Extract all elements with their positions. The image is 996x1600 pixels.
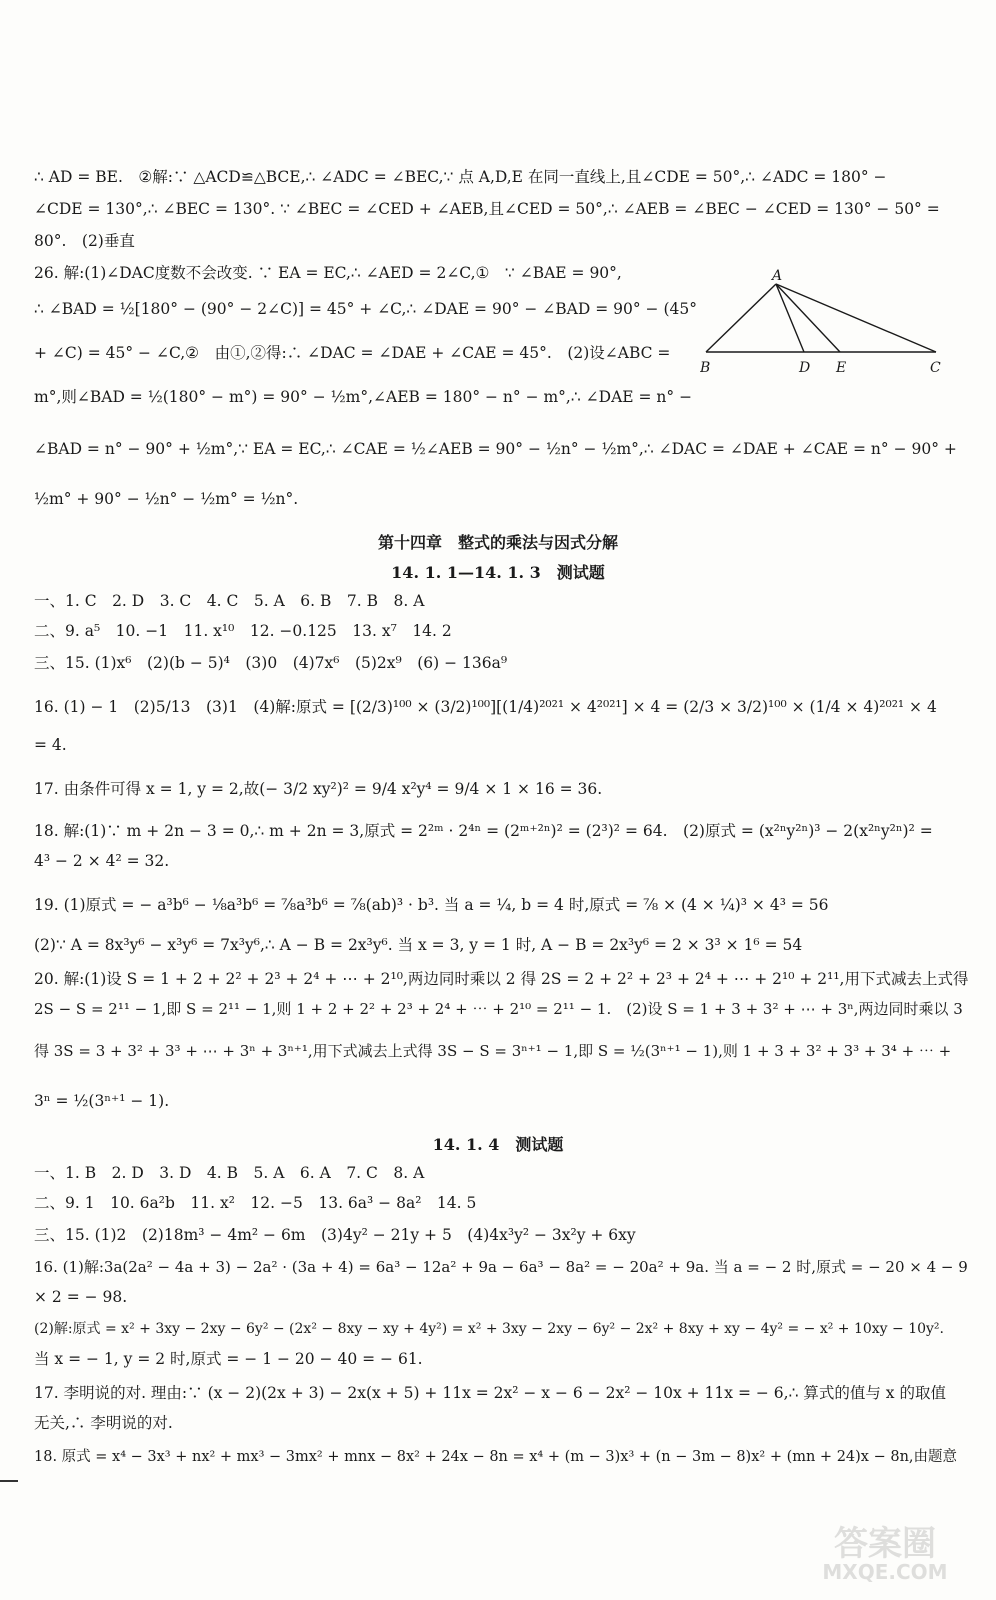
text-line: 当 x = − 1, y = 2 时,原式 = − 1 − 20 − 40 = − 61. bbox=[34, 1350, 423, 1368]
text-line: ∠BAD = n° − 90° + ½m°,∵ EA = EC,∴ ∠CAE = ½∠AEB = 90° − ½n° − ½m°,∴ ∠DAC = ∠DAE + ∠CAE = n° − 90° + bbox=[34, 440, 957, 458]
text-line: 17. 由条件可得 x = 1, y = 2,故(− 3/2 xy²)² = 9/4 x²y⁴ = 9/4 × 1 × 16 = 36. bbox=[34, 780, 603, 798]
text-line: ½m° + 90° − ½n° − ½m° = ½n°. bbox=[34, 490, 299, 508]
margin-mark bbox=[0, 1480, 18, 1482]
triangle-diagram bbox=[700, 268, 960, 388]
text-line: ∴ ∠BAD = ½[180° − (90° − 2∠C)] = 45° + ∠C,∴ ∠DAE = 90° − ∠BAD = 90° − (45° bbox=[34, 300, 697, 318]
watermark-url: MXQE.COM bbox=[822, 1560, 948, 1584]
watermark-title: 答案圈 bbox=[834, 1524, 936, 1564]
text-line: 26. 解:(1)∠DAC度数不会改变. ∵ EA = EC,∴ ∠AED = 2∠C,① ∵ ∠BAE = 90°, bbox=[34, 264, 622, 282]
text-line: 无关,∴ 李明说的对. bbox=[34, 1414, 173, 1432]
text-line: = 4. bbox=[34, 736, 67, 754]
text-line: ∠CDE = 130°,∴ ∠BEC = 130°. ∵ ∠BEC = ∠CED + ∠AEB,且∠CED = 50°,∴ ∠AEB = ∠BEC − ∠CED = 130° − 50° = bbox=[34, 200, 940, 218]
text-line: 17. 李明说的对. 理由:∵ (x − 2)(2x + 3) − 2x(x + 5) + 11x = 2x² − x − 6 − 2x² − 10x + 11x = − 6,∴ 算式的值与 x 的取值 bbox=[34, 1384, 946, 1402]
text-line: (2)∵ A = 8x³y⁶ − x³y⁶ = 7x³y⁶,∴ A − B = 2x³y⁶. 当 x = 3, y = 1 时, A − B = 2x³y⁶ = 2 × 3³ × 1⁶ = 54 bbox=[34, 936, 803, 954]
vertex-label-c: C bbox=[930, 360, 941, 376]
section-heading: 14. 1. 4 测试题 bbox=[432, 1135, 564, 1154]
text-line: 18. 原式 = x⁴ − 3x³ + nx² + mx³ − 3mx² + mnx − 8x² + 24x − 8n = x⁴ + (m − 3)x³ + (n − 3m − 8)x² + (mn + 24)x − 8n,由题意 bbox=[34, 1449, 958, 1465]
text-line: m°,则∠BAD = ½(180° − m°) = 90° − ½m°,∠AEB = 180° − n° − m°,∴ ∠DAE = n° − bbox=[34, 388, 693, 406]
text-line: + ∠C) = 45° − ∠C,② 由①,②得:∴ ∠DAC = ∠DAE + ∠CAE = 45°. (2)设∠ABC = bbox=[34, 344, 671, 362]
text-line: × 2 = − 98. bbox=[34, 1288, 128, 1306]
text-line: 80°. (2)垂直 bbox=[34, 232, 135, 250]
vertex-label-a: A bbox=[772, 268, 783, 284]
text-line: 19. (1)原式 = − a³b⁶ − ⅛a³b⁶ = ⅞a³b⁶ = ⅞(ab)³ · b³. 当 a = ¼, b = 4 时,原式 = ⅞ × (4 × ¼)³ × 4³ = 56 bbox=[34, 896, 829, 914]
text-line: 三、15. (1)x⁶ (2)(b − 5)⁴ (3)0 (4)7x⁶ (5)2x⁹ (6) − 136a⁹ bbox=[34, 654, 508, 672]
text-line: ∴ AD = BE. ②解:∵ △ACD≌△BCE,∴ ∠ADC = ∠BEC,∵ 点 A,D,E 在同一直线上,且∠CDE = 50°,∴ ∠ADC = 180° − bbox=[34, 168, 887, 186]
chapter-heading: 第十四章 整式的乘法与因式分解 bbox=[377, 533, 618, 552]
text-line: 二、9. a⁵ 10. −1 11. x¹⁰ 12. −0.125 13. x⁷ 14. 2 bbox=[34, 622, 452, 640]
text-line: (2)解:原式 = x² + 3xy − 2xy − 6y² − (2x² − 8xy − xy + 4y²) = x² + 3xy − 2xy − 6y² − 2x² + 8xy + xy − 4y² = − x² + 10xy − 10y². bbox=[34, 1321, 944, 1337]
vertex-label-b: B bbox=[700, 360, 711, 376]
text-line: 三、15. (1)2 (2)18m³ − 4m² − 6m (3)4y² − 21y + 5 (4)4x³y² − 3x²y + 6xy bbox=[34, 1226, 636, 1244]
text-line: 4³ − 2 × 4² = 32. bbox=[34, 852, 170, 870]
point-label-d: D bbox=[799, 360, 811, 376]
text-line: 3ⁿ = ½(3ⁿ⁺¹ − 1). bbox=[34, 1092, 170, 1110]
text-line: 20. 解:(1)设 S = 1 + 2 + 2² + 2³ + 2⁴ + ⋯ + 2¹⁰,两边同时乘以 2 得 2S = 2 + 2² + 2³ + 2⁴ + ⋯ + 2¹⁰ + 2¹¹,用下式减去上式得 bbox=[34, 970, 969, 988]
text-line: 二、9. 1 10. 6a²b 11. x² 12. −5 13. 6a³ − 8a² 14. 5 bbox=[34, 1194, 477, 1212]
text-line: 16. (1) − 1 (2)5/13 (3)1 (4)解:原式 = [(2/3)¹⁰⁰ × (3/2)¹⁰⁰][(1/4)²⁰²¹ × 4²⁰²¹] × 4 = (2/3 × 3/2)¹⁰⁰ × (1/4 × 4)²⁰²¹ × 4 bbox=[34, 698, 937, 716]
text-line: 16. (1)解:3a(2a² − 4a + 3) − 2a² · (3a + 4) = 6a³ − 12a² + 9a − 6a³ − 8a² = − 20a² + 9a. 当 a = − 2 时,原式 = − 20 × 4 − 9 bbox=[34, 1258, 968, 1276]
text-line: 2S − S = 2¹¹ − 1,即 S = 2¹¹ − 1,则 1 + 2 + 2² + 2³ + 2⁴ + ⋯ + 2¹⁰ = 2¹¹ − 1. (2)设 S = 1 + 3 + 3² + ⋯ + 3ⁿ,两边同时乘以 3 bbox=[34, 1000, 963, 1018]
text-line: 一、1. C 2. D 3. C 4. C 5. A 6. B 7. B 8. A bbox=[34, 592, 425, 610]
text-line: 得 3S = 3 + 3² + 3³ + ⋯ + 3ⁿ + 3ⁿ⁺¹,用下式减去上式得 3S − S = 3ⁿ⁺¹ − 1,即 S = ½(3ⁿ⁺¹ − 1),则 1 + 3 + 3² + 3³ + 3⁴ + ⋯ + bbox=[34, 1042, 952, 1060]
text-line: 一、1. B 2. D 3. D 4. B 5. A 6. A 7. C 8. A bbox=[34, 1164, 425, 1182]
point-label-e: E bbox=[836, 360, 847, 376]
section-heading: 14. 1. 1—14. 1. 3 测试题 bbox=[391, 563, 605, 582]
watermark-logo bbox=[800, 1510, 970, 1590]
text-line: 18. 解:(1)∵ m + 2n − 3 = 0,∴ m + 2n = 3,原式 = 2²ᵐ · 2⁴ⁿ = (2ᵐ⁺²ⁿ)² = (2³)² = 64. (2)原式 = (x²ⁿy²ⁿ)³ − 2(x²ⁿy²ⁿ)² = bbox=[34, 822, 933, 840]
